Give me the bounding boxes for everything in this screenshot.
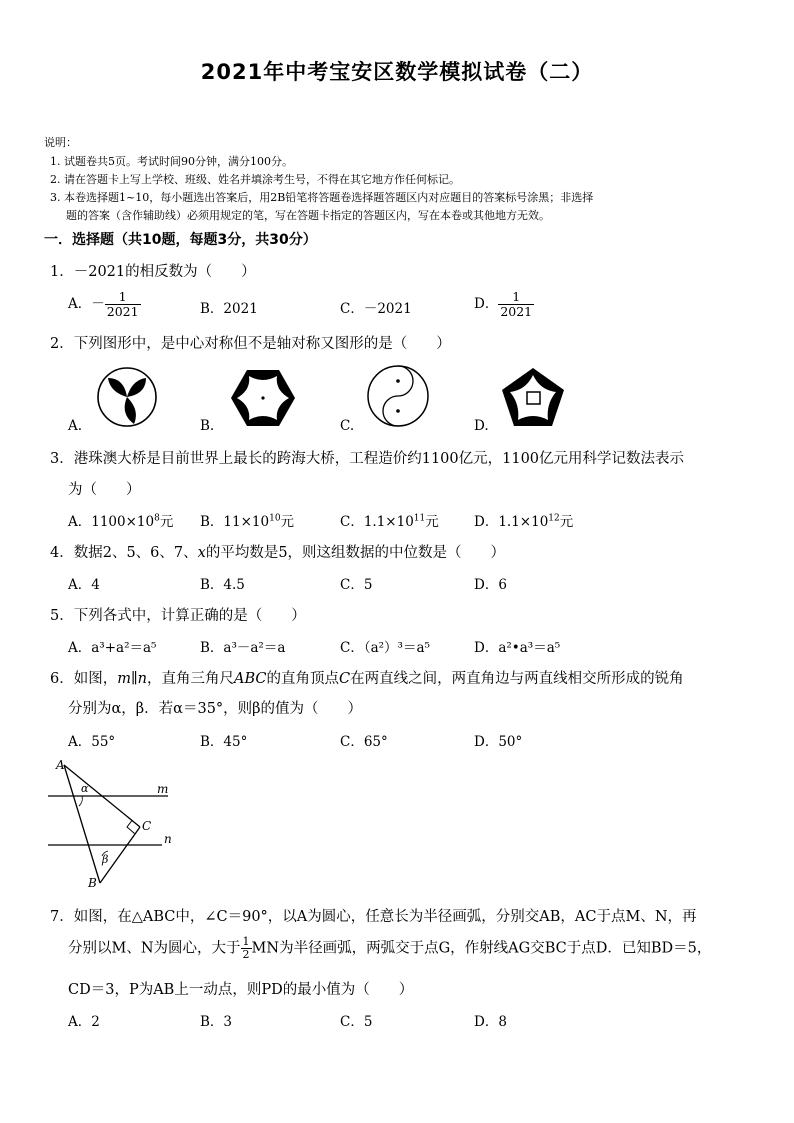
question-1-option-c: C．－2021 bbox=[340, 301, 412, 317]
question-3-option-a bbox=[68, 510, 173, 530]
right-angle-mark bbox=[127, 821, 135, 834]
label-c: C bbox=[142, 819, 152, 833]
fraction-one-half bbox=[241, 936, 252, 961]
stem-text: 在两直线之间，两直角边与两直线相交所形成的锐角 bbox=[350, 671, 684, 687]
exponent: 12 bbox=[548, 513, 560, 524]
label-beta: β bbox=[102, 853, 109, 866]
instruction-item: 2. 请在答题卡上写上学校、班级、姓名并填涂考生号，不得在其它地方作任何标记。 bbox=[50, 173, 460, 186]
question-7-stem-line-1: 7．如图，在△ABC中，∠C＝90°，以A为圆心，任意长为半径画弧，分别交AB，AC于点M、N，再 bbox=[50, 909, 697, 925]
question-5-option-a: A．a³+a²＝a⁵ bbox=[68, 640, 157, 656]
stem-math: m∥n bbox=[117, 671, 148, 687]
question-5-option-b: B．a³－a²＝a bbox=[200, 640, 286, 656]
figure-b-hexagon bbox=[229, 368, 297, 428]
stem-math: C bbox=[339, 671, 351, 687]
numerator: 1 bbox=[498, 290, 534, 305]
question-4-option-a: A．4 bbox=[68, 577, 100, 593]
section-heading: 一．选择题（共10题，每题3分，共30分） bbox=[44, 232, 317, 248]
question-3-option-d bbox=[474, 510, 573, 530]
stem-text: 分别以M、N为圆心，大于 bbox=[68, 940, 241, 957]
question-6-option-c: C．65° bbox=[340, 734, 388, 750]
stem-text: 的平均数是5，则这组数据的中位数是（ ） bbox=[205, 545, 506, 561]
denominator: 2 bbox=[242, 948, 250, 961]
question-1-option-d bbox=[474, 290, 534, 319]
instruction-item: 题的答案（含作辅助线）必须用规定的笔，写在答题卡指定的答题区内，写在本卷或其他地方无效。 bbox=[66, 209, 550, 222]
option-unit: 元 bbox=[559, 514, 574, 530]
figure-c-yin-yang bbox=[366, 364, 430, 428]
option-unit: 元 bbox=[280, 514, 295, 530]
question-6-option-d: D．50° bbox=[474, 734, 523, 750]
question-7-option-d: D．8 bbox=[474, 1014, 507, 1030]
question-7-stem-line-3: CD＝3，P为AB上一动点，则PD的最小值为（ ） bbox=[68, 982, 414, 998]
question-3-option-b bbox=[200, 510, 294, 530]
denominator: 2021 bbox=[500, 304, 533, 319]
fraction bbox=[105, 290, 141, 319]
option-a-label: A．－ bbox=[68, 296, 105, 312]
question-1-option-a bbox=[68, 290, 141, 319]
question-7-stem-line-2 bbox=[68, 936, 711, 961]
question-2-option-b: B. bbox=[200, 418, 215, 434]
option-text: B．11×10 bbox=[200, 514, 270, 530]
label-alpha: α bbox=[81, 782, 89, 795]
question-2-option-c: C. bbox=[340, 418, 355, 434]
question-4-stem bbox=[50, 541, 505, 562]
question-6-option-a: A．55° bbox=[68, 734, 116, 750]
question-3-stem-line-2: 为（ ） bbox=[68, 482, 141, 498]
option-unit: 元 bbox=[425, 514, 439, 530]
instruction-item: 3. 本卷选择题1~10，每小题选出答案后，用2B铅笔将答题卷选择题答题区内对应题目的答案标号涂黑；非选择 bbox=[50, 191, 594, 204]
question-4-option-b: B．4.5 bbox=[200, 577, 245, 593]
instruction-item: 1. 试题卷共5页。考试时间90分钟，满分100分。 bbox=[50, 155, 293, 168]
stem-math: ABC bbox=[234, 671, 267, 687]
label-n: n bbox=[164, 832, 172, 846]
variable-x: x bbox=[197, 545, 206, 561]
fraction bbox=[498, 290, 534, 319]
question-6-figure bbox=[44, 755, 184, 895]
exponent: 10 bbox=[269, 513, 281, 524]
question-7-option-b: B．3 bbox=[200, 1014, 233, 1030]
question-2-option-a: A. bbox=[68, 418, 83, 434]
question-2-option-d: D. bbox=[474, 418, 489, 434]
stem-text: ，直角三角尺 bbox=[147, 671, 235, 687]
question-7-option-a: A．2 bbox=[68, 1014, 100, 1030]
question-1-option-b: B．2021 bbox=[200, 301, 258, 317]
label-b: B bbox=[88, 876, 97, 890]
question-2-stem: 2．下列图形中，是中心对称但不是轴对称又图形的是（ ） bbox=[50, 336, 451, 352]
label-m: m bbox=[157, 782, 169, 796]
option-d-label: D． bbox=[474, 296, 499, 312]
option-text: D．1.1×10 bbox=[474, 514, 549, 530]
option-text: C．1.1×10 bbox=[340, 514, 414, 530]
question-5-option-d: D．a²•a³＝a⁵ bbox=[474, 640, 561, 656]
numerator: 1 bbox=[242, 935, 250, 948]
option-text: A．1100×10 bbox=[68, 514, 155, 530]
numerator: 1 bbox=[105, 290, 141, 305]
question-3-option-c bbox=[340, 510, 439, 530]
stem-text: 4．数据2、5、6、7、 bbox=[50, 545, 198, 561]
figure-d-pentagon bbox=[500, 366, 566, 428]
exponent: 8 bbox=[154, 513, 160, 524]
question-6-stem-line-1 bbox=[50, 667, 684, 688]
stem-text: MN为半径画弧，两弧交于点G，作射线AG交BC于点D．已知BD＝5， bbox=[251, 940, 712, 957]
stem-text: 6．如图， bbox=[50, 671, 118, 687]
instructions-heading: 说明： bbox=[44, 136, 77, 149]
question-6-option-b: B．45° bbox=[200, 734, 248, 750]
page-title: 2021年中考宝安区数学模拟试卷（二） bbox=[200, 60, 594, 84]
question-4-option-d: D．6 bbox=[474, 577, 507, 593]
question-5-option-c: C．（a²）³＝a⁵ bbox=[340, 640, 430, 656]
question-3-stem-line-1: 3．港珠澳大桥是目前世界上最长的跨海大桥，工程造价约1100亿元，1100亿元用科学记数法表示 bbox=[50, 451, 685, 467]
figure-a-three-petal bbox=[96, 366, 158, 428]
question-7-option-c: C．5 bbox=[340, 1014, 373, 1030]
stem-text: 的直角顶点 bbox=[266, 671, 340, 687]
label-a: A bbox=[56, 758, 65, 772]
exponent: 11 bbox=[413, 513, 426, 524]
option-unit: 元 bbox=[159, 514, 174, 530]
question-6-stem-line-2: 分别为α，β．若α＝35°，则β的值为（ ） bbox=[68, 701, 363, 717]
question-1-stem: 1．－2021的相反数为（ ） bbox=[50, 264, 256, 280]
question-5-stem: 5．下列各式中，计算正确的是（ ） bbox=[50, 608, 306, 624]
question-4-option-c: C．5 bbox=[340, 577, 373, 593]
denominator: 2021 bbox=[106, 304, 139, 319]
